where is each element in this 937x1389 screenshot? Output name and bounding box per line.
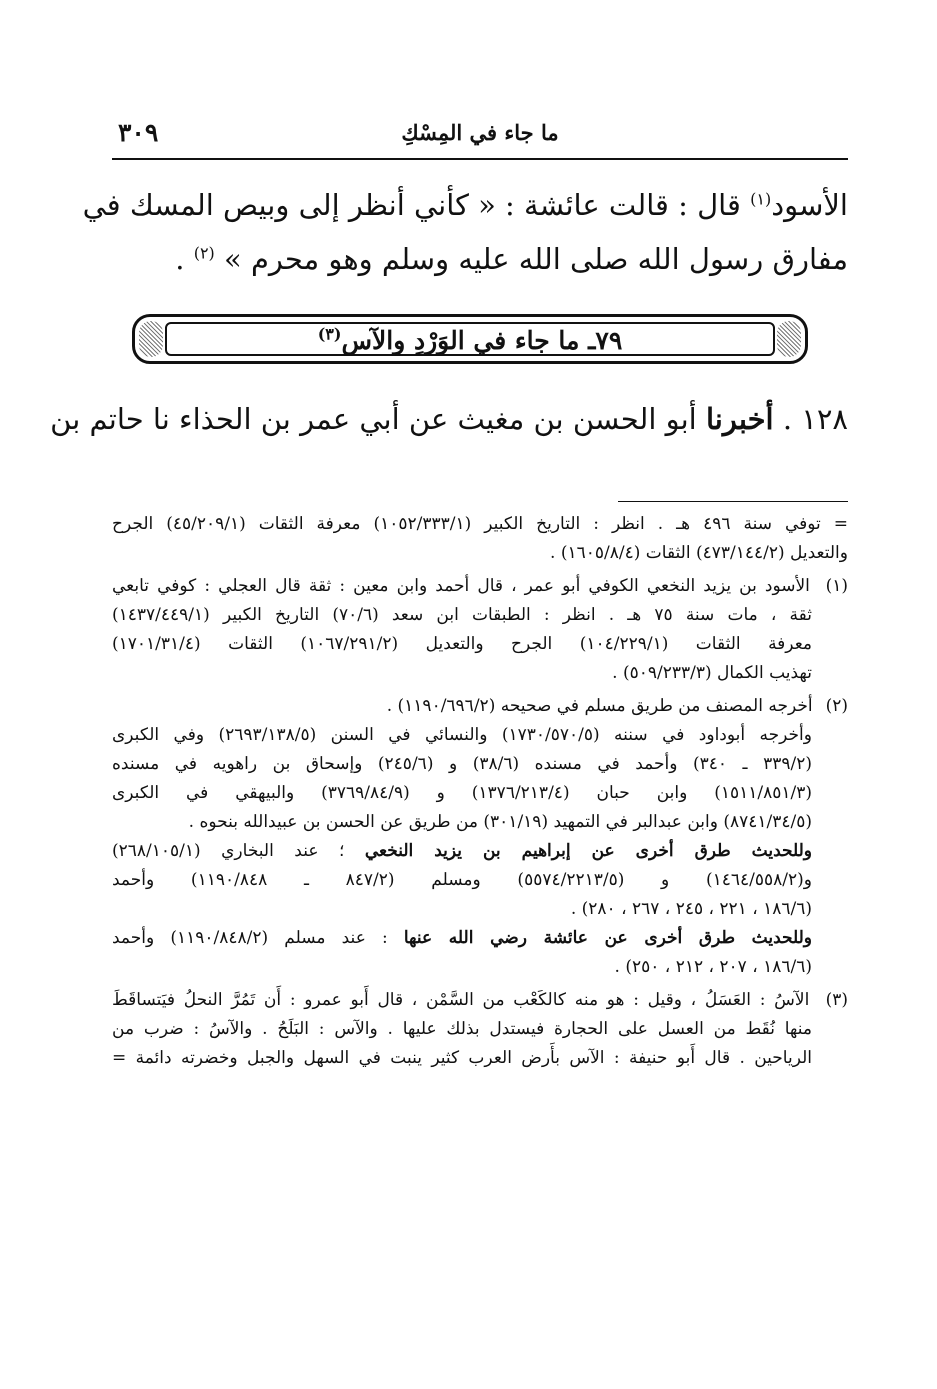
footnote-line [112,924,848,953]
footnote-bold-phrase: وللحديث طرق أخرى عن إبراهيم بن يزيد النخعي [364,841,812,861]
footnote-number: (٣) [825,990,848,1010]
footnote-line: و(١٤٦٤/٥٥٨/٢) و (٥٥٧٤/٢٢١٣/٥) ومسلم (٨٤٧/٢ ـ ١١٩٠/٨٤٨) وأحمد [112,870,812,890]
chapter-heading-frame [132,314,808,364]
footnote-text: : عند مسلم (١١٩٠/٨٤٨/٢) وأحمد [112,928,404,948]
main-text-segment: الأسود [771,188,848,222]
footnote-3 [112,986,848,1073]
footnote-line: تهذيب الكمال (٥٠٩/٢٣٣/٣) . [612,663,812,683]
footnote-line: وأخرجه أبوداود في سننه (١٧٣٠/٥٧٠/٥) والنسائي في السنن (٢٦٩٣/١٣٨/٥) وفي الكبرى [112,725,812,745]
footnote-ref-1: (١) [750,189,772,209]
footnote-continuation [112,510,848,568]
running-header [112,118,848,160]
footnote-number: (٢) [825,696,848,716]
footnote-line: الأسود بن يزيد النخعي الكوفي أبو عمر ، قال أحمد وابن معين : ثقة قال العجلي : كوفي تابعي [112,576,810,596]
footnote-line: (٨٧٤١/٣٤/٥) وابن عبدالبر في التمهيد (٣٠١/١٩) من طريق عن الحسن بن عبيدالله بنحوه . [188,812,812,832]
hadith-keyword: أخبرنا [705,402,774,436]
main-text [82,178,848,286]
footnote-ref-2: (٢) [193,243,215,263]
main-line-1 [82,178,848,232]
footnote-ref-3: (٣) [317,324,342,344]
chapter-title [135,326,805,355]
footnote-line: أخرجه المصنف من طريق مسلم في صحيحه (١١٩٠/٦٩٦/٢) . [386,696,813,716]
footnote-line: = توفي سنة ٤٩٦ هـ . انظر : التاريخ الكبير (١٠٥٢/٣٣٣/١) معرفة الثقات (٤٥/٢٠٩/١) الجرح [112,514,848,534]
footnote-line: منها نُقَط من العسل على الحجارة فيستدل بذلك عليها . والآس : البَلَحُ . والآسُ : ضرب من [112,1019,812,1039]
footnote-1 [112,572,848,688]
main-text-segment: قال : قالت عائشة : « كأني أنظر إلى وبيص المسك في [82,188,751,222]
page-number: ٣٠٩ [118,118,159,147]
footnote-line [112,837,848,866]
footnotes [112,510,848,1073]
footnote-number: (١) [825,576,848,596]
footnote-text: ؛ عند البخاري (٢٦٨/١٠٥/١) [112,841,365,861]
footnote-line: معرفة الثقات (١٠٤/٢٢٩/١) الجرح والتعديل (١٠٦٧/٢٩١/٢) الثقات (١٧٠١/٣١/٤) [112,634,812,654]
footnote-line: (١٨٦/٦ ، ٢٠٧ ، ٢١٢ ، ٢٥٠) . [614,957,812,977]
main-text-segment: . [175,242,194,276]
main-line-2 [112,232,848,286]
hadith-128 [50,392,848,446]
footnote-line: (١٥١١/٨٥١/٣) وابن حبان (١٣٧٦/٢١٣/٤) و (٣٧٦٩/٨٤/٩) والبيهقي في الكبرى [112,783,812,803]
footnote-line: ثقة ، مات سنة ٧٥ هـ . انظر : الطبقات ابن سعد (٧٠/٦) التاريخ الكبير (١٤٣٧/٤٤٩/١) [112,605,813,625]
main-text-segment: مفارق رسول الله صلى الله عليه وسلم وهو محرم » [214,242,848,276]
footnote-separator [618,501,848,502]
chapter-title-text: ٧٩ـ ما جاء في الوَرْدِ والآس [341,326,623,355]
footnote-line: (٣٣٩/٢ ـ ٣٤٠) وأحمد في مسنده (٣٨/٦) و (٢٤٥/٦) وإسحاق بن راهويه في مسنده [112,754,812,774]
footnote-line: والتعديل (٤٧٣/١٤٤/٢) الثقات (١٦٠٥/٨/٤) . [550,543,848,563]
footnote-2 [112,692,848,982]
footnote-line: الآسُ : العَسَلُ ، وقيل : هو منه كالكَعْب من السَّمْن ، قال أَبو عمرو : أَن تَمُرَّ النحلُ فيَتساقَطَ [112,990,810,1010]
running-header-title: ما جاء في المِسْكِ [401,120,559,145]
footnote-line: (١٨٦/٦ ، ٢٢١ ، ٢٤٥ ، ٢٦٧ ، ٢٨٠) . [570,899,812,919]
hadith-text: أبو الحسن بن مغيث عن أبي عمر بن الحذاء نا حاتم بن [50,402,706,436]
footnote-bold-phrase: وللحديث طرق أخرى عن عائشة رضي الله عنها [403,928,813,948]
footnote-line: الرياحين . قال أَبو حنيفة : الآس بأَرض العرب كثير ينبت في السهل والجبل وخضرته دائمة = [112,1048,812,1068]
hadith-number: ١٢٨ . [773,402,848,436]
